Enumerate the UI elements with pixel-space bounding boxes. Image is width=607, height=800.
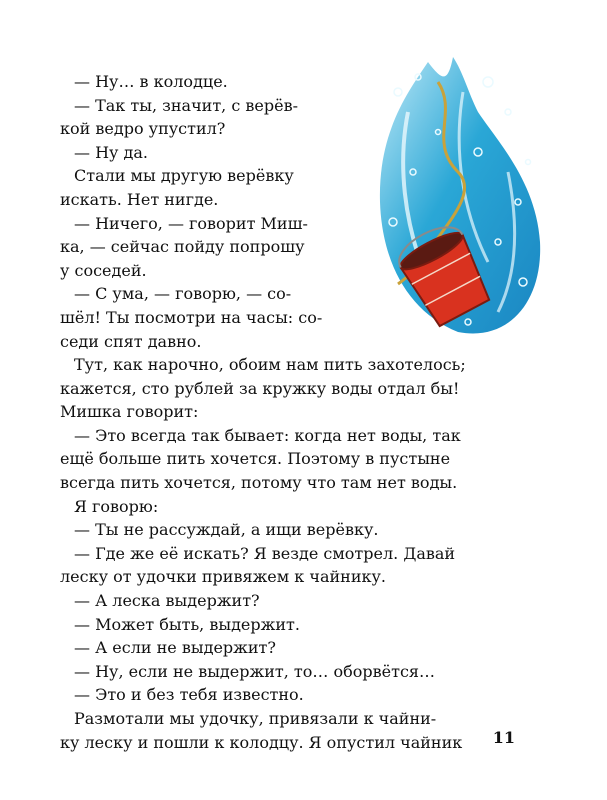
text-line: — Так ты, значит, с верёв- bbox=[74, 95, 298, 115]
text-line: — А леска выдержит? bbox=[74, 590, 260, 610]
narrow-text-block bbox=[60, 70, 360, 353]
text-line: всегда пить хочется, потому что там нет воды. bbox=[60, 472, 458, 492]
text-line: — Это и без тебя известно. bbox=[74, 685, 304, 705]
text-line: — А если не выдержит? bbox=[74, 638, 276, 658]
text-line: Стали мы другую верёвку bbox=[74, 166, 294, 186]
text-line: — Ну… в колодце. bbox=[74, 72, 228, 91]
text-line: Я говорю: bbox=[74, 496, 159, 516]
full-width-text-block bbox=[60, 353, 518, 754]
text-line: кой ведро упустил? bbox=[60, 119, 226, 139]
text-line: у соседей. bbox=[60, 260, 147, 280]
text-line: — С ума, — говорю, — со- bbox=[74, 284, 292, 304]
text-line: — Ты не рассуждай, а ищи верёвку. bbox=[74, 520, 379, 540]
text-line: Мишка говорит: bbox=[60, 402, 199, 422]
text-line: шёл! Ты посмотри на часы: со- bbox=[60, 307, 323, 327]
text-line: Тут, как нарочно, обоим нам пить захотелось; bbox=[74, 355, 466, 374]
text-line: — Ничего, — говорит Миш- bbox=[74, 213, 308, 233]
text-line: — Ну, если не выдержит, то… оборвётся… bbox=[74, 661, 435, 681]
text-line: кажется, сто рублей за кружку воды отдал бы! bbox=[60, 378, 460, 398]
text-line: искать. Нет нигде. bbox=[60, 189, 219, 209]
text-line: — Где же её искать? Я везде смотрел. Давай bbox=[74, 543, 456, 563]
text-line: ку леску и пошли к колодцу. Я опустил чайник bbox=[60, 732, 463, 752]
text-line: ещё больше пить хочется. Поэтому в пустыне bbox=[60, 449, 451, 469]
text-line: ка, — сейчас пойду попрошу bbox=[60, 237, 305, 257]
text-line: — Может быть, выдержит. bbox=[74, 614, 300, 634]
text-line: — Это всегда так бывает: когда нет воды, так bbox=[74, 425, 461, 445]
bucket-in-water-illustration bbox=[368, 52, 548, 352]
text-line: леску от удочки привяжем к чайнику. bbox=[60, 567, 386, 587]
page-number: 11 bbox=[492, 728, 515, 747]
text-line: седи спят давно. bbox=[60, 331, 202, 351]
text-line: Размотали мы удочку, привязали к чайни- bbox=[74, 708, 437, 728]
text-line: — Ну да. bbox=[74, 142, 149, 162]
